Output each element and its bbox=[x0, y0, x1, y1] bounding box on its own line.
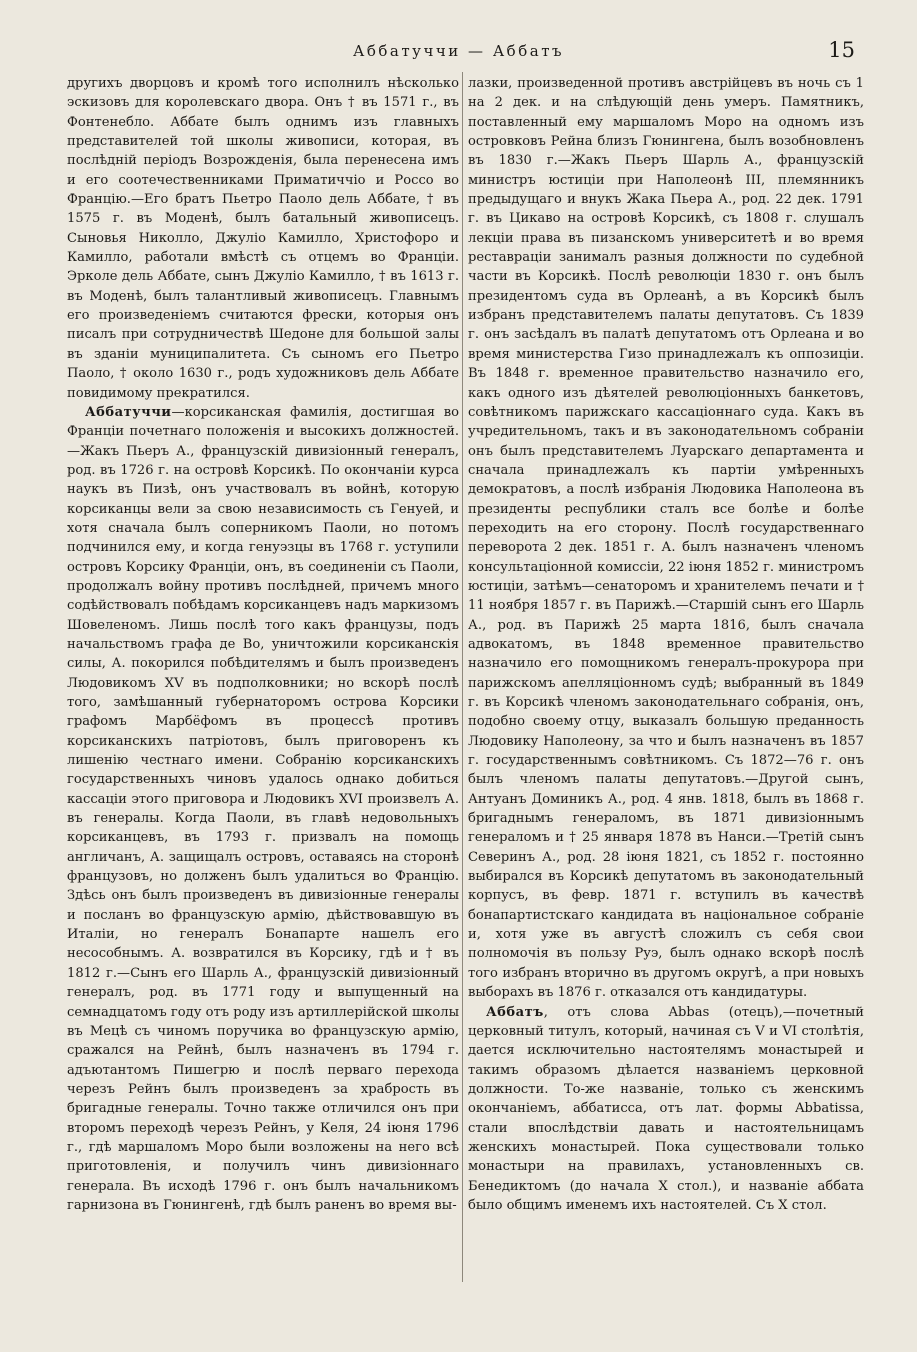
entry-abbatucci bbox=[67, 403, 459, 1215]
entry-headword: Аббатуччи bbox=[85, 404, 172, 420]
entry-abbat bbox=[468, 1003, 864, 1216]
entry-text: —корсиканская фамилія, достигшая во Франціи почетнаго положенія и высокихъ должностей.—Жакъ Пьеръ А., французскій дивизіонный генералъ, род. въ 1726 г. на островѣ Корсикѣ. По окончаніи курса наукъ въ Пизѣ, онъ участвовалъ въ войнѣ, которую корсиканцы вели за свою независимость съ Генуей, и хотя сначала былъ соперникомъ Паоли, но потомъ подчинился ему, и когда генуэзцы въ 1768 г. уступили островъ Корсику Франціи, онъ, въ соединеніи съ Паоли, продолжалъ войну противъ послѣдней, причемъ много содѣйствовалъ побѣдамъ корсиканцевъ надъ маркизомъ Шовеленомъ. Лишь послѣ того какъ французы, подъ начальствомъ графа де Во, уничтожили корсиканскія силы, А. покорился побѣдителямъ и былъ произведенъ Людовикомъ XV въ подполковники; но вскорѣ послѣ того, замѣшанный губернаторомъ острова Корсики графомъ Марбёфомъ въ процессѣ противъ корсиканскихъ патріотовъ, былъ приговоренъ къ лишенію честнаго имени. Собранію корсиканскихъ государственныхъ чиновъ удалось однако добиться кассаціи этого приговора и Людовикъ XVI произвелъ А. въ генералы. Когда Паоли, въ главѣ недовольныхъ корсиканцевъ, въ 1793 г. призвалъ на помощь англичанъ, А. защищалъ островъ, оставаясь на сторонѣ французовъ, но долженъ былъ удалиться во Францію. Здѣсь онъ былъ произведенъ въ дивизіонные генералы и посланъ во французскую армію, дѣйствовавшую въ Италіи, но генералъ Бонапарте нашелъ его несособнымъ. А. возвратился въ Корсику, гдѣ и † въ 1812 г.—Сынъ его Шарль А., французскій дивизіонный генералъ, род. въ 1771 году и выпущенный на семнадцатомъ году отъ роду изъ артиллерійской школы въ Мецѣ съ чиномъ поручика во французскую армію, сражался на Рейнѣ, былъ назначенъ въ 1794 г. адъютантомъ Пишегрю и послѣ перваго перехода черезъ Рейнъ былъ произведенъ за храбрость въ бригадные генералы. Точно также отличился онъ при второмъ переходѣ черезъ Рейнъ, у Келя, 24 іюня 1796 г., гдѣ маршаломъ Моро были возложены на него всѣ приготовленія, и получилъ чинъ дивизіоннаго генерала. Въ исходѣ 1796 г. онъ былъ начальникомъ гарнизона въ Гюнингенѣ, гдѣ былъ раненъ во время вы- bbox=[67, 404, 459, 1213]
article-continuation: лазки, произведенной противъ австрійцевъ въ ночь съ 1 на 2 дек. и на слѣдующій день умеръ. Памятникъ, поставленный ему маршаломъ Моро на одномъ изъ островковъ Рейна близъ Гюнингена, былъ возобновленъ въ 1830 г.—Жакъ Пьеръ Шарль А., французскій министръ юстиціи при Наполеонѣ III, племянникъ предыдущаго и внукъ Жака Пьера А., род. 22 дек. 1791 г. въ Цикаво на островѣ Корсикѣ, съ 1808 г. слушалъ лекціи права въ пизанскомъ университетѣ и во время реставраціи занималъ разныя должности по судебной части въ Корсикѣ. Послѣ революціи 1830 г. онъ былъ президентомъ суда въ Орлеанѣ, а въ Корсикѣ былъ избранъ представителемъ палаты депутатовъ. Съ 1839 г. онъ засѣдалъ въ палатѣ депутатомъ отъ Орлеана и во время министерства Гизо принадлежалъ къ оппозиціи. Въ 1848 г. временное правительство назначило его, какъ одного изъ дѣятелей революціонныхъ банкетовъ, совѣтникомъ парижскаго кассаціоннаго суда. Какъ въ учредительномъ, такъ и въ законодательномъ собраніи онъ былъ представителемъ Луарскаго департамента и сначала принадлежалъ къ партіи умѣренныхъ демократовъ, а послѣ избранія Людовика Наполеона въ президенты республики сталъ все болѣе и болѣе переходить на его сторону. Послѣ государственнаго переворота 2 дек. 1851 г. А. былъ назначенъ членомъ консультаціонной комиссіи, 22 іюня 1852 г. министромъ юстиціи, затѣмъ—сенаторомъ и хранителемъ печати и † 11 ноября 1857 г. въ Парижѣ.—Старшій сынъ его Шарль А., род. въ Парижѣ 25 марта 1816, былъ сначала адвокатомъ, въ 1848 временное правительство назначило его помощникомъ генералъ-прокурора при парижскомъ апелляціонномъ судѣ; выбранный въ 1849 г. въ Корсикѣ членомъ законодательнаго собранія, онъ, подобно своему отцу, выказалъ большую преданность Людовику Наполеону, за что и былъ назначенъ въ 1857 г. государственнымъ совѣтникомъ. Съ 1872—76 г. онъ былъ членомъ палаты депутатовъ.—Другой сынъ, Антуанъ Доминикъ А., род. 4 янв. 1818, былъ въ 1868 г. бригаднымъ генераломъ, въ 1871 дивизіоннымъ генераломъ и † 25 января 1878 въ Нанси.—Третій сынъ Северинъ А., род. 28 іюня 1821, съ 1852 г. постоянно выбирался въ Корсикѣ депутатомъ въ законодательный корпусъ, въ февр. 1871 г. вступилъ въ качествѣ бонапартистскаго кандидата въ національное собраніе и, хотя уже въ августѣ сложилъ съ себя свои полномочія въ пользу Руэ, былъ однако вскорѣ послѣ того избранъ вторично въ другомъ округѣ, а при новыхъ выборахъ въ 1876 г. отказался отъ кандидатуры. bbox=[468, 76, 864, 1001]
article-continuation: другихъ дворцовъ и кромѣ того исполнилъ нѣсколько эскизовъ для королевскаго двора. Онъ † въ 1571 г., въ Фонтенебло. Аббате былъ однимъ изъ главныхъ представителей той школы живописи, которая, въ послѣдній періодъ Возрожденія, была перенесена имъ и его соотечественниками Приматиччіо и Россо во Францію.—Его братъ Пьетро Паоло дель Аббате, † въ 1575 г. въ Моденѣ, былъ батальный живописецъ. Сыновья Николло, Джуліо Камилло, Христофоро и Камилло, работали вмѣстѣ съ отцемъ во Франціи. Эрколе дель Аббате, сынъ Джуліо Камилло, † въ 1613 г. въ Моденѣ, былъ талантливый живописецъ. Главнымъ его произведеніемъ считаются фрески, которыя онъ писалъ при сотрудничествѣ Шедоне для большой залы въ зданіи муниципалитета. Съ сыномъ его Пьетро Паоло, † около 1630 г., родъ художниковъ дель Аббате повидимому прекратился. bbox=[67, 76, 459, 401]
page-number: 15 bbox=[828, 38, 855, 62]
entry-text: , отъ слова Abbas (отецъ),—почетный церковный титулъ, который, начиная съ V и VI столѣтія, дается исключительно настоятелямъ монастырей и такимъ образомъ дѣлается названіемъ церковной должности. То-же названіе, только съ женскимъ окончаніемъ, аббатисса, отъ лат. формы Abbatissa, стали впослѣдствіи давать и настоятельницамъ женскихъ монастырей. Пока существовали только монастыри на правилахъ, установленныхъ св. Бенедиктомъ (до начала X стол.), и названіе аббата было общимъ именемъ ихъ настоятелей. Съ X стол. bbox=[468, 1004, 864, 1213]
column-divider bbox=[462, 72, 463, 1282]
running-title: Аббатуччи — Аббатъ bbox=[352, 42, 565, 60]
right-column bbox=[468, 74, 864, 1215]
running-head bbox=[0, 38, 917, 66]
left-column bbox=[67, 74, 459, 1215]
entry-headword: Аббатъ bbox=[486, 1004, 544, 1020]
